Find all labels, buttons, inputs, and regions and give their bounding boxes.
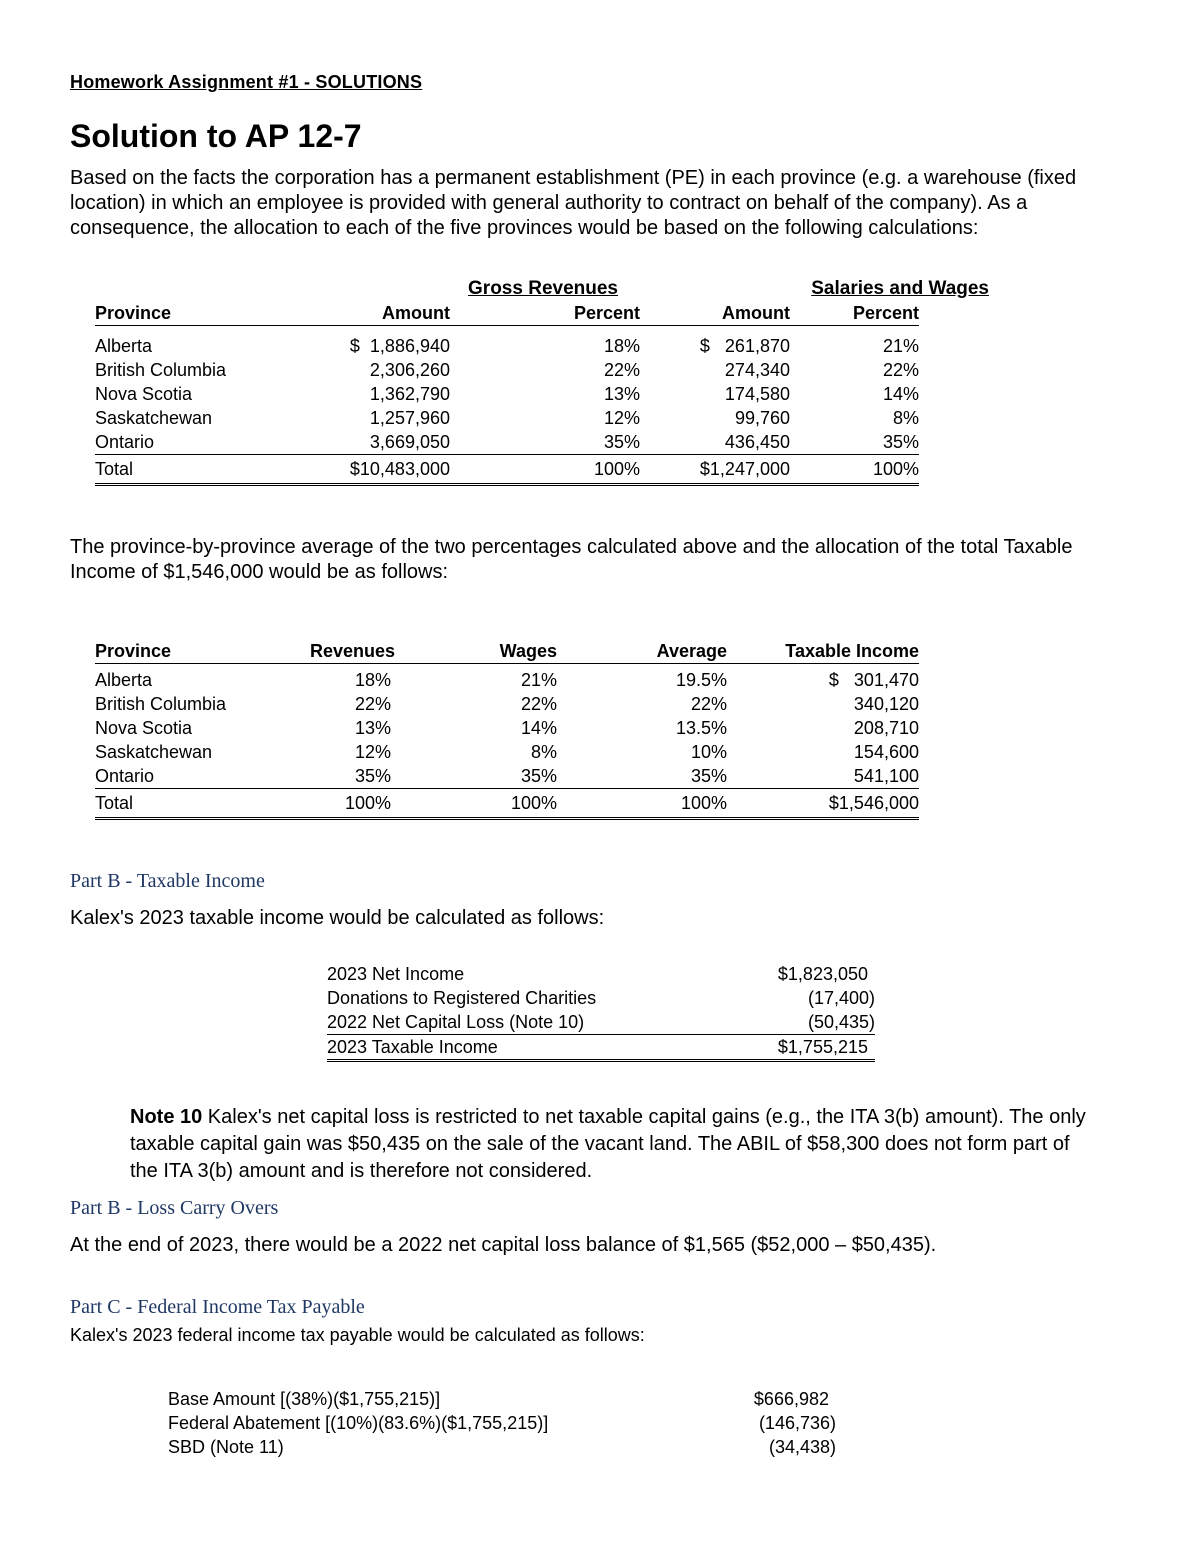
percent-cell: 22% bbox=[882, 359, 919, 380]
table-row bbox=[95, 334, 919, 358]
total-label: 2023 Taxable Income bbox=[327, 1035, 727, 1061]
total-amount: $10,483,000 bbox=[305, 454, 450, 484]
col-province: Province bbox=[95, 639, 295, 664]
percent-cell: 18% bbox=[603, 335, 640, 356]
province-cell: British Columbia bbox=[95, 359, 227, 380]
province-cell: Ontario bbox=[95, 431, 155, 452]
percent-cell: 14% bbox=[882, 383, 919, 404]
table-row bbox=[95, 668, 919, 692]
amount-cell: 1,257,960 bbox=[369, 407, 450, 428]
allocation-table bbox=[95, 276, 989, 486]
table-row bbox=[168, 1435, 836, 1459]
province-cell: Ontario bbox=[95, 766, 155, 786]
province-cell: Nova Scotia bbox=[95, 383, 193, 404]
total-label: Total bbox=[95, 789, 295, 819]
amount-cell: 274,340 bbox=[724, 359, 790, 380]
table-row bbox=[327, 962, 875, 986]
revenues-cell: 12% bbox=[354, 742, 391, 762]
taxable-income-cell: $ 301,470 bbox=[828, 670, 919, 690]
note-text: Kalex's net capital loss is restricted to net taxable capital gains (e.g., the ITA 3(b) amount). The only taxable capital gain was $50,435 on the sale of the vacant land. The ABIL of $58,300 does not form part of the ITA 3(b) amount and is therefore not considered. bbox=[130, 1106, 1086, 1182]
revenues-cell: 13% bbox=[354, 718, 391, 738]
amount-cell: $ 261,870 bbox=[699, 335, 790, 356]
average-paragraph: The province-by-province average of the two percentages calculated above and the allocation of the total Taxable Income of $1,546,000 would be as follows: bbox=[70, 536, 1073, 583]
province-cell: Alberta bbox=[95, 670, 153, 690]
part-c-text: Kalex's 2023 federal income tax payable would be calculated as follows: bbox=[70, 1325, 645, 1345]
salaries-header: Salaries and Wages bbox=[811, 278, 989, 299]
total-wages: 100% bbox=[395, 789, 557, 819]
province-cell: Alberta bbox=[95, 335, 153, 356]
table-row bbox=[95, 716, 919, 740]
note-label: Note 10 bbox=[130, 1106, 203, 1128]
total-row bbox=[95, 789, 919, 819]
part-b-heading: Part B - Taxable Income bbox=[70, 870, 265, 892]
table-row bbox=[327, 986, 875, 1010]
total-value: $1,755,215 bbox=[727, 1035, 875, 1061]
line-label: 2023 Net Income bbox=[327, 964, 465, 984]
table-row bbox=[95, 430, 919, 455]
total-taxable-income: $1,546,000 bbox=[727, 789, 919, 819]
wages-cell: 14% bbox=[520, 718, 557, 738]
wages-cell: 21% bbox=[520, 670, 557, 690]
amount-cell: 3,669,050 bbox=[369, 431, 450, 452]
amount-cell: 174,580 bbox=[724, 383, 790, 404]
table-row bbox=[327, 1010, 875, 1035]
gross-revenues-header: Gross Revenues bbox=[468, 278, 618, 299]
table-row bbox=[95, 358, 919, 382]
total-percent: 100% bbox=[790, 454, 919, 484]
taxable-income-table bbox=[327, 962, 875, 1062]
col-percent: Percent bbox=[790, 301, 919, 326]
percent-cell: 22% bbox=[603, 359, 640, 380]
wages-cell: 8% bbox=[530, 742, 557, 762]
percent-cell: 12% bbox=[603, 407, 640, 428]
part-c-heading: Part C - Federal Income Tax Payable bbox=[70, 1296, 365, 1318]
total-row bbox=[95, 454, 919, 484]
part-b-loss-heading: Part B - Loss Carry Overs bbox=[70, 1197, 279, 1219]
col-amount: Amount bbox=[640, 301, 790, 326]
table-row bbox=[168, 1387, 836, 1411]
note-10 bbox=[130, 1104, 1090, 1185]
percent-cell: 13% bbox=[603, 383, 640, 404]
province-cell: British Columbia bbox=[95, 694, 227, 714]
province-cell: Saskatchewan bbox=[95, 742, 213, 762]
part-b-loss-text: At the end of 2023, there would be a 2022 net capital loss balance of $1,565 ($52,000 – $50,435). bbox=[70, 1234, 937, 1256]
intro-paragraph: Based on the facts the corporation has a permanent establishment (PE) in each province (e.g. a warehouse (fixed location) in which an employee is provided with general authority to contract on behalf of the company). As a consequence, the allocation to each of the five provinces would be based on the following calculations: bbox=[70, 167, 1077, 239]
total-percent: 100% bbox=[450, 454, 640, 484]
percent-cell: 21% bbox=[882, 335, 919, 356]
taxable-income-cell: 340,120 bbox=[853, 694, 919, 714]
table-row bbox=[168, 1411, 836, 1435]
percent-cell: 35% bbox=[603, 431, 640, 452]
line-label: Federal Abatement [(10%)(83.6%)($1,755,215)] bbox=[168, 1413, 549, 1433]
amount-cell: 99,760 bbox=[734, 407, 790, 428]
line-value: (34,438) bbox=[768, 1437, 836, 1457]
line-value: (50,435) bbox=[807, 1012, 875, 1032]
table-row bbox=[95, 406, 919, 430]
table-row bbox=[95, 740, 919, 764]
assignment-title: Homework Assignment #1 - SOLUTIONS bbox=[70, 72, 423, 92]
wages-cell: 22% bbox=[520, 694, 557, 714]
average-cell: 22% bbox=[690, 694, 727, 714]
taxable-income-cell: 208,710 bbox=[853, 718, 919, 738]
average-cell: 13.5% bbox=[675, 718, 727, 738]
total-revenues: 100% bbox=[295, 789, 395, 819]
average-cell: 10% bbox=[690, 742, 727, 762]
revenues-cell: 22% bbox=[354, 694, 391, 714]
part-b-text: Kalex's 2023 taxable income would be calculated as follows: bbox=[70, 907, 605, 929]
line-value: (146,736) bbox=[758, 1413, 836, 1433]
revenues-cell: 35% bbox=[354, 766, 391, 786]
table-row bbox=[95, 692, 919, 716]
line-value: $1,823,050 bbox=[777, 964, 868, 984]
taxable-income-cell: 541,100 bbox=[853, 766, 919, 786]
col-average: Average bbox=[557, 639, 727, 664]
line-label: SBD (Note 11) bbox=[168, 1437, 284, 1457]
percent-cell: 35% bbox=[882, 431, 919, 452]
federal-tax-table bbox=[168, 1387, 836, 1459]
total-average: 100% bbox=[557, 789, 727, 819]
amount-cell: 436,450 bbox=[724, 431, 790, 452]
col-revenues: Revenues bbox=[295, 639, 395, 664]
average-table bbox=[95, 639, 919, 820]
col-amount: Amount bbox=[305, 301, 450, 326]
line-value: (17,400) bbox=[807, 988, 875, 1008]
amount-cell: $ 1,886,940 bbox=[349, 335, 450, 356]
line-label: 2022 Net Capital Loss (Note 10) bbox=[327, 1012, 585, 1032]
table-row bbox=[95, 764, 919, 789]
wages-cell: 35% bbox=[520, 766, 557, 786]
amount-cell: 1,362,790 bbox=[369, 383, 450, 404]
total-amount: $1,247,000 bbox=[640, 454, 790, 484]
province-cell: Nova Scotia bbox=[95, 718, 193, 738]
total-label: Total bbox=[95, 454, 305, 484]
revenues-cell: 18% bbox=[354, 670, 391, 690]
taxable-income-cell: 154,600 bbox=[853, 742, 919, 762]
col-taxable-income: Taxable Income bbox=[727, 639, 919, 664]
line-label: Donations to Registered Charities bbox=[327, 988, 597, 1008]
average-cell: 19.5% bbox=[675, 670, 727, 690]
line-label: Base Amount [(38%)($1,755,215)] bbox=[168, 1389, 441, 1409]
col-province: Province bbox=[95, 301, 305, 326]
province-cell: Saskatchewan bbox=[95, 407, 213, 428]
total-row bbox=[327, 1035, 875, 1061]
amount-cell: 2,306,260 bbox=[369, 359, 450, 380]
average-cell: 35% bbox=[690, 766, 727, 786]
percent-cell: 8% bbox=[892, 407, 919, 428]
col-percent: Percent bbox=[450, 301, 640, 326]
col-wages: Wages bbox=[395, 639, 557, 664]
table-row bbox=[95, 382, 919, 406]
line-value: $666,982 bbox=[753, 1389, 829, 1409]
solution-title: Solution to AP 12-7 bbox=[70, 118, 362, 154]
